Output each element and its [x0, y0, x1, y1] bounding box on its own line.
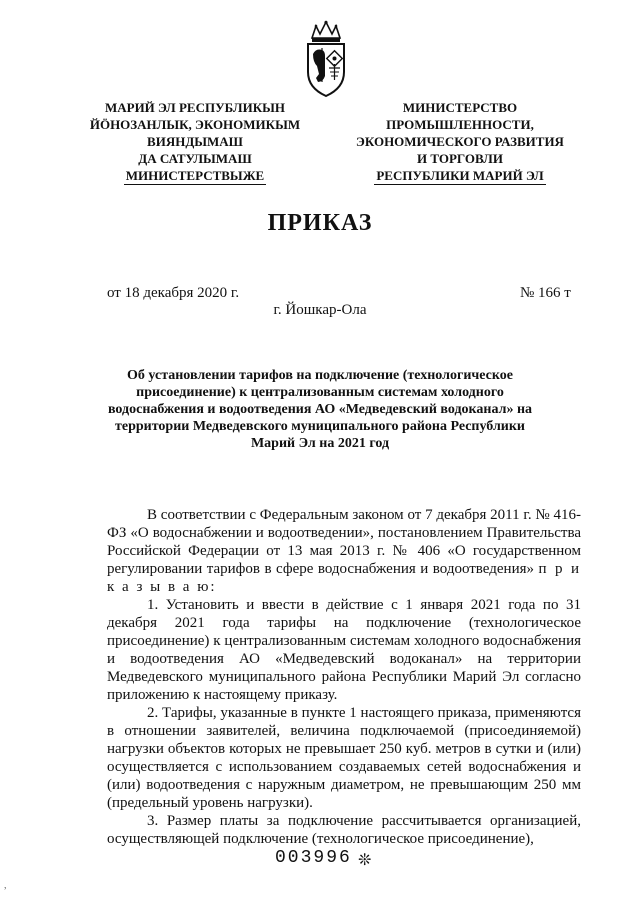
document-body: [107, 506, 581, 848]
org-line: ВИЯНДЫМАШ: [147, 134, 243, 149]
document-subject: Об установлении тарифов на подключение (технологическое присоединение) к централизованным системам холодного водоснабжения и водоотведения АО «Медведевский водоканал» на территории Медведевского муниципального района Республики Марий Эл на 2021 год: [107, 368, 533, 451]
org-line: ПРОМЫШЛЕННОСТИ,: [386, 117, 534, 132]
coat-of-arms-icon: [298, 20, 354, 100]
order-item-3: 3. Размер платы за подключение рассчитывается организацией, осуществляющей подключение (технологическое присоединение),: [107, 813, 581, 847]
order-item-2: 2. Тарифы, указанные в пункте 1 настоящего приказа, применяются в отношении заявителей, величина подключаемой (присоединяемой) нагрузки объектов которых не превышает 250 куб. метров в сутки и (или) осуществляется с использованием создаваемых сетей водоснабжения и (или) водоотведения с наружным диаметром, не превышающим 250 мм (предельный уровень нагрузки).: [107, 705, 581, 811]
org-line: МИНИСТЕРСТВО: [402, 100, 518, 115]
header-org-russian: [330, 99, 590, 185]
serial-number: 003996: [275, 848, 352, 868]
org-line: ДА САТУЛЫМАШ: [138, 151, 252, 166]
header-org-mari: [60, 99, 330, 185]
preamble-paragraph: [107, 506, 581, 596]
org-line: МИНИСТЕРСТВЫЖЕ: [125, 168, 265, 183]
scan-mark: ,: [4, 880, 7, 891]
org-line: МАРИЙ ЭЛ РЕСПУБЛИКЫН: [104, 100, 286, 115]
document-city: г. Йошкар-Ола: [273, 302, 367, 318]
org-line: ЭКОНОМИЧЕСКОГО РАЗВИТИЯ: [356, 134, 564, 149]
order-word: п р и к а з ы в а ю:: [107, 561, 582, 595]
preamble-text: В соответствии с Федеральным законом от 7 декабря 2011 г. № 416-ФЗ «О водоснабжении и водоотведении», постановлением Правительства Российской Федерации от 13 мая 2013 г. № 406 «О государственном регулировании тарифов в сфере водоснабжения и водоотведения»: [107, 507, 581, 577]
org-line: И ТОРГОВЛИ: [417, 151, 503, 166]
serial-mark-icon: ❊: [358, 852, 372, 869]
order-item-1: 1. Установить и ввести в действие с 1 января 2021 года по 31 декабря 2021 года тарифы на подключение (технологическое присоединение) к централизованным системам холодного водоснабжения и водоотведения АО «Медведевский водоканал» на территории Медведевского муниципального района Республики Марий Эл согласно приложению к настоящему приказу.: [107, 597, 581, 703]
org-line: РЕСПУБЛИКИ МАРИЙ ЭЛ: [376, 168, 544, 183]
document-number: № 166 т: [520, 285, 571, 301]
org-line: ЙӦНОЗАНЛЫК, ЭКОНОМИКЫМ: [89, 117, 301, 132]
document-title: ПРИКАЗ: [267, 210, 373, 236]
document-date: от 18 декабря 2020 г.: [107, 285, 240, 301]
